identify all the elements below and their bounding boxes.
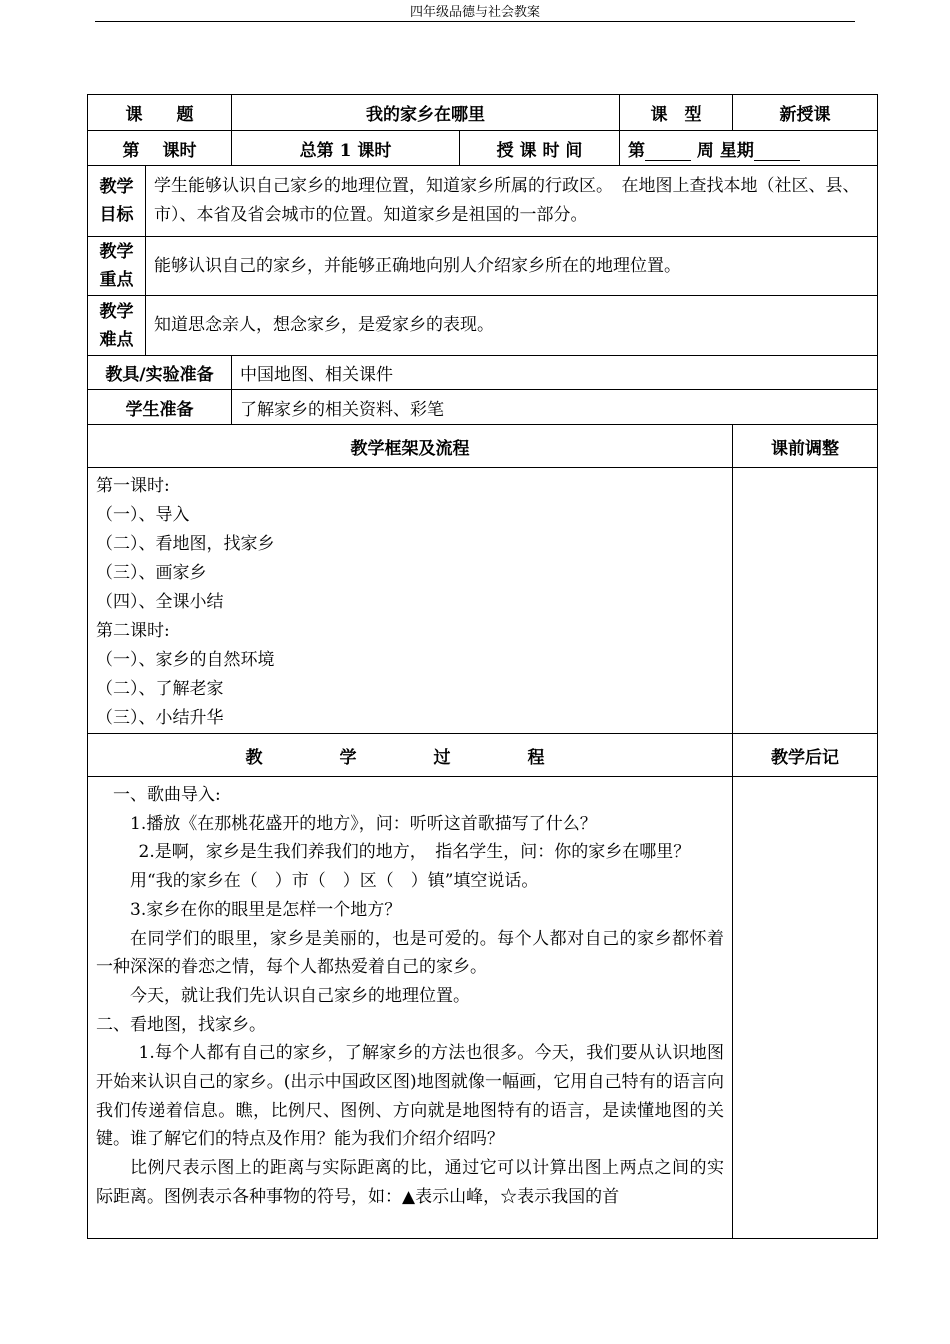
framework-line: 第一课时: xyxy=(96,476,170,496)
key-text: 能够认识自己的家乡，并能够正确地向别人介绍家乡所在的地理位置。 xyxy=(146,237,878,296)
type-label: 课 型 xyxy=(620,95,733,131)
post-notes-cell xyxy=(733,777,878,1239)
process-content xyxy=(88,777,733,1239)
framework-line: （三）、画家乡 xyxy=(96,563,207,583)
row-topic xyxy=(88,95,878,131)
row-lesson xyxy=(88,131,878,166)
process-paragraph: 二、看地图，找家乡。 xyxy=(96,1014,266,1035)
goal-text: 学生能够认识自己家乡的地理位置，知道家乡所属的行政区。 在地图上查找本地（社区、县、市）、本省及省会城市的位置。知道家乡是祖国的一部分。 xyxy=(146,166,878,237)
process-paragraph: 2.是啊，家乡是生我们养我们的地方， 指名学生，问：你的家乡在哪里？ xyxy=(138,842,691,863)
row-student-prep xyxy=(88,390,878,425)
difficulty-label xyxy=(88,296,146,356)
key-label xyxy=(88,237,146,296)
row-framework-header xyxy=(88,425,878,468)
process-paragraph: 3.家乡在你的眼里是怎样一个地方？ xyxy=(130,899,402,920)
week-mid: 周 星期 xyxy=(691,140,754,161)
difficulty-text: 知道思念亲人，想念家乡，是爱家乡的表现。 xyxy=(146,296,878,356)
process-paragraph: 比例尺表示图上的距离与实际距离的比，通过它可以计算出图上两点之间的实际距离。图例表示各种事物的符号，如：▲表示山峰，☆表示我国的首 xyxy=(96,1158,724,1207)
week-prefix: 第 xyxy=(628,140,645,161)
framework-line: （二）、看地图，找家乡 xyxy=(96,534,275,554)
goal-label-line1: 教学 xyxy=(99,177,134,197)
row-tools xyxy=(88,356,878,390)
week-blank xyxy=(645,144,691,161)
framework-heading: 教学框架及流程 xyxy=(88,425,733,468)
difficulty-label-line1: 教学 xyxy=(99,301,134,322)
header-rule xyxy=(95,21,855,22)
process-paragraph: 今天，就让我们先认识自己家乡的地理位置。 xyxy=(130,985,470,1006)
tools-value: 中国地图、相关课件 xyxy=(232,356,878,390)
topic-label: 课 题 xyxy=(88,95,232,131)
goal-label xyxy=(88,166,146,237)
pre-adjust-cell xyxy=(733,468,878,734)
framework-list xyxy=(88,468,733,734)
key-label-line2: 重点 xyxy=(99,270,134,290)
framework-line: （四）、全课小结 xyxy=(96,592,224,612)
teach-time-label: 授 课 时 间 xyxy=(460,131,620,166)
topic-value: 我的家乡在哪里 xyxy=(232,95,620,131)
pre-adjust-heading: 课前调整 xyxy=(733,425,878,468)
process-paragraph: 1.播放《在那桃花盛开的地方》，问：听听这首歌描写了什么？ xyxy=(130,813,597,834)
process-paragraph: 用“我的家乡在（ ）市（ ）区（ ）镇”填空说话。 xyxy=(130,871,539,892)
weekday-blank xyxy=(754,144,800,161)
week-day-field xyxy=(620,131,878,166)
post-notes-heading: 教学后记 xyxy=(733,734,878,777)
lesson-plan-table xyxy=(87,94,878,1239)
process-paragraph: 1.每个人都有自己的家乡，了解家乡的方法也很多。今天，我们要从认识地图开始来认识自己的家乡。(出示中国政区图)地图就像一幅画，它用自己特有的语言向我们传递着信息。瞧，比例尺、图例、方向就是地图特有的语言，是读懂地图的关键。谁了解它们的特点及作用？能为我们介绍介绍吗？ xyxy=(96,1043,724,1150)
student-prep-value: 了解家乡的相关资料、彩笔 xyxy=(232,390,878,425)
total-lesson-value: 总第 1 课时 xyxy=(232,131,460,166)
framework-line: （一）、家乡的自然环境 xyxy=(96,650,275,670)
framework-line: （三）、小结升华 xyxy=(96,708,224,728)
type-value: 新授课 xyxy=(733,95,878,131)
lesson-no-label: 第 课时 xyxy=(88,131,232,166)
goal-label-line2: 目标 xyxy=(99,205,134,225)
student-prep-label: 学生准备 xyxy=(88,390,232,425)
row-key xyxy=(88,237,878,296)
row-goal xyxy=(88,166,878,237)
process-paragraph: 一、歌曲导入: xyxy=(113,785,221,805)
framework-line: 第二课时: xyxy=(96,621,170,641)
process-paragraph: 在同学们的眼里，家乡是美丽的，也是可爱的。每个人都对自己的家乡都怀着一种深深的眷恋之情，每个人都热爱着自己的家乡。 xyxy=(96,928,724,978)
page-header: 四年级品德与社会教案 xyxy=(409,5,540,20)
framework-line: （一）、导入 xyxy=(96,505,190,525)
row-framework-body xyxy=(88,468,878,734)
row-process-body xyxy=(88,777,878,1239)
row-difficulty xyxy=(88,296,878,356)
framework-line: （二）、了解老家 xyxy=(96,679,224,699)
row-process-header xyxy=(88,734,878,777)
key-label-line1: 教学 xyxy=(99,242,134,262)
process-heading: 教 学 过 程 xyxy=(88,734,733,777)
difficulty-label-line2: 难点 xyxy=(99,329,134,350)
tools-label: 教具/实验准备 xyxy=(88,356,232,390)
